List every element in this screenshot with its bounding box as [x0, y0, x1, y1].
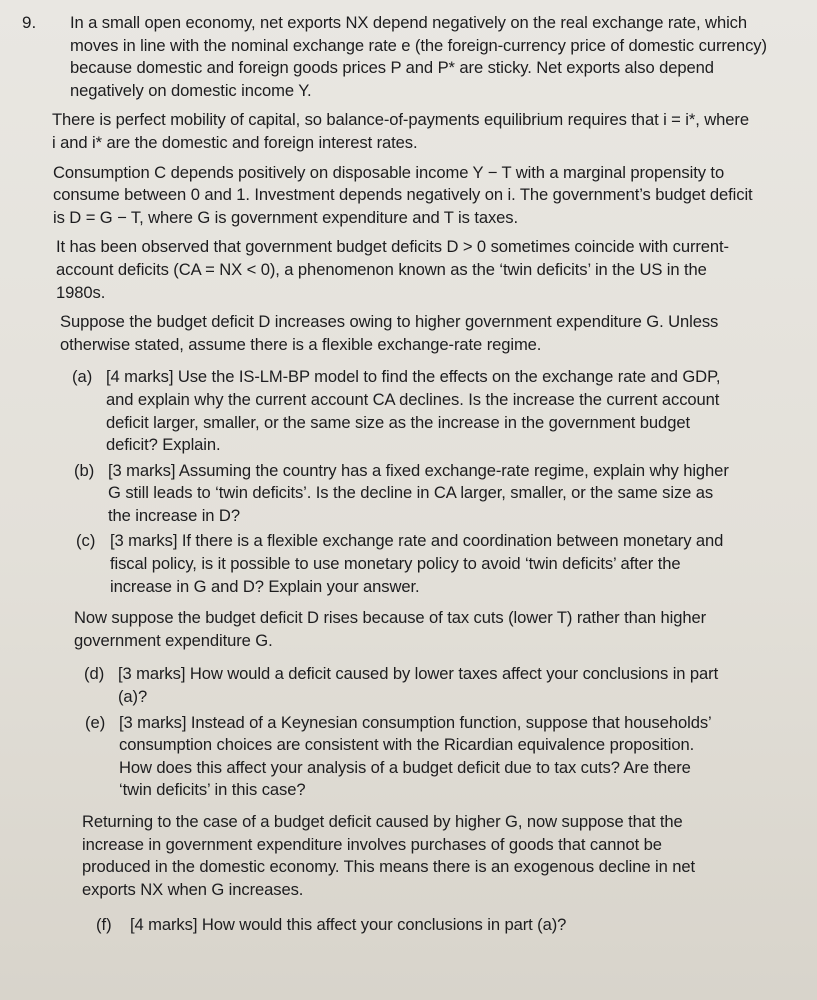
intro-paragraph-1: In a small open economy, net exports NX depend negatively on the real exchange rate, which moves in line with the nominal exchange rate e (the foreign-currency price of domestic currency) because domestic and foreign goods prices P and P* are sticky. Net exports also depend negatively on domestic income Y.	[70, 13, 767, 100]
question-number: 9.	[22, 13, 37, 32]
part-text: [3 marks] Instead of a Keynesian consumption function, suppose that households’ consumption choices are consistent with the Ricardian equivalence proposition. How does this affect your analysis of a budget deficit due to tax cuts? Are there ‘twin deficits’ in this case?	[119, 712, 711, 800]
part-label: (b)	[74, 460, 95, 480]
part-b	[74, 460, 817, 528]
intro-paragraph-5: Suppose the budget deficit D increases owing to higher government expenditure G. Unless otherwise stated, assume there is a flexible exchange-rate regime.	[60, 312, 719, 354]
part-label: (c)	[76, 531, 96, 551]
part-text: [3 marks] Assuming the country has a fixed exchange-rate regime, explain why higher G still leads to ‘twin deficits’. Is the decline in CA larger, smaller, or the same size as the increase in D?	[108, 460, 729, 525]
part-label: (f)	[96, 915, 112, 935]
part-text: [4 marks] How would this affect your conclusions in part (a)?	[130, 915, 567, 935]
bridge-paragraph-1: Now suppose the budget deficit D rises because of tax cuts (lower T) rather than higher government expenditure G.	[74, 608, 707, 650]
part-e	[85, 712, 817, 802]
question-header	[0, 12, 817, 102]
intro-paragraph-4: It has been observed that government budget deficits D > 0 sometimes coincide with current-account deficits (CA = NX < 0), a phenomenon known as the ‘twin deficits’ in the US in the 1980s.	[56, 237, 729, 302]
intro-paragraph-3: Consumption C depends positively on disposable income Y − T with a marginal propensity to consume between 0 and 1. Investment depends negatively on i. The government’s budget deficit is D = G − T, where G is government expenditure and T is taxes.	[53, 162, 753, 227]
part-text: [3 marks] How would a deficit caused by lower taxes affect your conclusions in part (a)?	[118, 664, 719, 707]
part-f	[96, 914, 817, 937]
part-text: [4 marks] Use the IS-LM-BP model to find the effects on the exchange rate and GDP, and explain why the current account CA declines. Is the increase the current account deficit larger, smaller, or the same size as the increase in the government budget deficit? Explain.	[106, 367, 721, 455]
part-d	[84, 663, 817, 708]
part-label: (d)	[84, 664, 105, 684]
part-a	[72, 366, 817, 456]
part-text: [3 marks] If there is a flexible exchange rate and coordination between monetary and fiscal policy, is it possible to use monetary policy to avoid ‘twin deficits’ after the increase in G and D? Explain your answer.	[110, 531, 724, 596]
bridge-paragraph-2: Returning to the case of a budget deficit caused by higher G, now suppose that the increase in government expenditure involves purchases of goods that cannot be produced in the domestic economy. This means there is an exogenous decline in net exports NX when G increases.	[82, 812, 695, 899]
intro-paragraph-2: There is perfect mobility of capital, so balance-of-payments equilibrium requires that i = i*, where i and i* are the domestic and foreign interest rates.	[52, 110, 749, 152]
part-label: (a)	[72, 367, 93, 387]
part-label: (e)	[85, 712, 106, 732]
question-9	[0, 12, 817, 937]
part-c	[76, 530, 817, 598]
